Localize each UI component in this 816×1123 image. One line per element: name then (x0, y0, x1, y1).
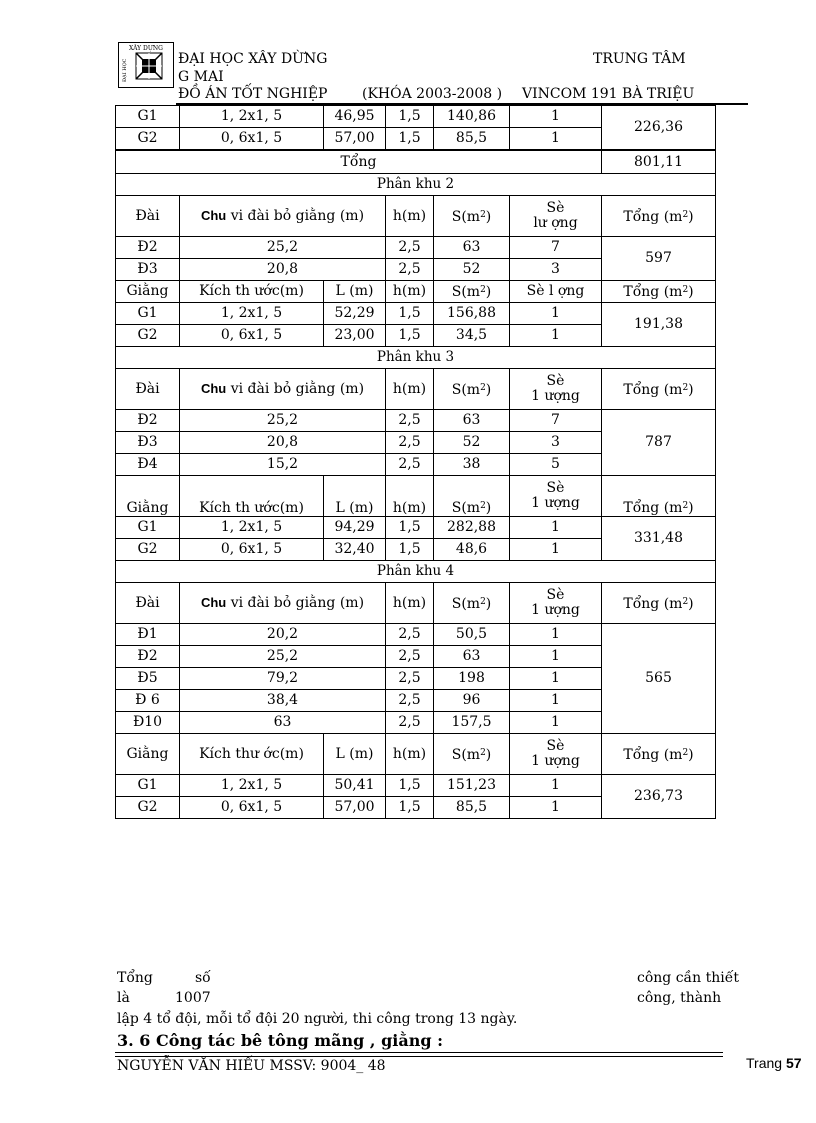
table-row: G1 1, 2x1, 5 46,95 1,5 140,86 1 226,36 (116, 106, 716, 128)
project-label: ĐỒ ÁN TỐT NGHIỆP (178, 86, 328, 102)
footer-rule (115, 1056, 723, 1057)
university-logo (118, 42, 174, 88)
sum-row: Tổng 801,11 (116, 150, 716, 174)
quantity-table (115, 105, 716, 819)
logo-side-text: ĐẠI HỌC (122, 58, 128, 82)
footer-rule (115, 1052, 723, 1053)
university-name-2: G MAI (178, 69, 224, 85)
header-row: Đài Chu vi đài bỏ giằng (m) h(m) $S(m^2)$ Sè 1 ượng Tổng $(m^2)$ (116, 583, 716, 624)
header-row: Đài Chu vi đài bỏ giằng (m) h(m) $S(m^2)$ Sè 1 ượng Tổng $(m^2)$ (116, 369, 716, 410)
table-row: Đ1 20,2 2,5 50,5 1 565 (116, 624, 716, 646)
table-row: Đ2 25,2 2,5 63 1 (116, 646, 716, 668)
body-word: số (195, 970, 211, 986)
table-row: G1 1, 2x1, 5 94,29 1,5 282,88 1 331,48 (116, 517, 716, 539)
header-row: Đài Chu vi đài bỏ giằng (m) h(m) $S(m^2)$ Sè lư ợng Tổng $(m^2)$ (116, 196, 716, 237)
course-label: (KHÓA 2003-2008 ) (362, 86, 503, 102)
page-number: Trang 57 (746, 1055, 802, 1071)
table-row: Đ10 63 2,5 157,5 1 (116, 712, 716, 734)
table-row: G2 0, 6x1, 5 32,40 1,5 48,6 1 (116, 539, 716, 561)
center-label: TRUNG TÂM (593, 51, 686, 67)
section-title: Phân khu 2 (116, 174, 716, 196)
chu-label: Chu (200, 595, 227, 610)
table-row: Đ3 20,8 2,5 52 3 (116, 432, 716, 454)
table-row: Đ4 15,2 2,5 38 5 (116, 454, 716, 476)
section-heading: 3. 6 Công tác bê tông mãng , giằng : (117, 1031, 443, 1050)
section-title: Phân khu 3 (116, 347, 716, 369)
header-row: Giằng Kích thư ớc(m) L (m) h(m) $S(m^2)$ Sè 1 ượng Tổng $(m^2)$ (116, 734, 716, 775)
table-row: G1 1, 2x1, 5 50,41 1,5 151,23 1 236,73 (116, 775, 716, 797)
table-row: Đ2 25,2 2,5 63 7 597 (116, 237, 716, 259)
table-row: Đ2 25,2 2,5 63 7 787 (116, 410, 716, 432)
table-row: Đ5 79,2 2,5 198 1 (116, 668, 716, 690)
table-row: G2 0, 6x1, 5 23,00 1,5 34,5 1 (116, 325, 716, 347)
body-word: công, thành (637, 990, 722, 1006)
table-row: G2 0, 6x1, 5 57,00 1,5 85,5 1 (116, 128, 716, 151)
body-word: 1007 (175, 990, 211, 1006)
body-word: công cần thiết (637, 970, 739, 986)
body-paragraph: lập 4 tổ đội, mỗi tổ đội 20 người, thi công trong 13 ngày. (117, 1011, 518, 1027)
table-row: Đ3 20,8 2,5 52 3 (116, 259, 716, 281)
chu-label: Chu (200, 381, 227, 396)
body-word: Tổng (117, 970, 153, 986)
table-row: G2 0, 6x1, 5 57,00 1,5 85,5 1 (116, 797, 716, 819)
building-label: VINCOM 191 BÀ TRIỆU (522, 86, 695, 102)
chu-label: Chu (200, 208, 227, 223)
table-row: Đ 6 38,4 2,5 96 1 (116, 690, 716, 712)
table-row: G1 1, 2x1, 5 52,29 1,5 156,88 1 191,38 (116, 303, 716, 325)
logo-text: XÂY DỰNG (129, 45, 163, 52)
section-title: Phân khu 4 (116, 561, 716, 583)
author-line: NGUYỄN VĂN HIẾU MSSV: 9004_ 48 (117, 1058, 386, 1074)
header-row: Giằng Kích th ước(m) L (m) h(m) $S(m^2)$ Sè 1 ượng Tổng $(m^2)$ (116, 476, 716, 517)
university-name: ĐẠI HỌC XÂY DỪNG (178, 51, 328, 67)
header-row: Giằng Kích th ước(m) L (m) h(m) $S(m^2)$ Sè l ợng Tổng $(m^2)$ (116, 281, 716, 303)
body-word: là (117, 990, 130, 1006)
